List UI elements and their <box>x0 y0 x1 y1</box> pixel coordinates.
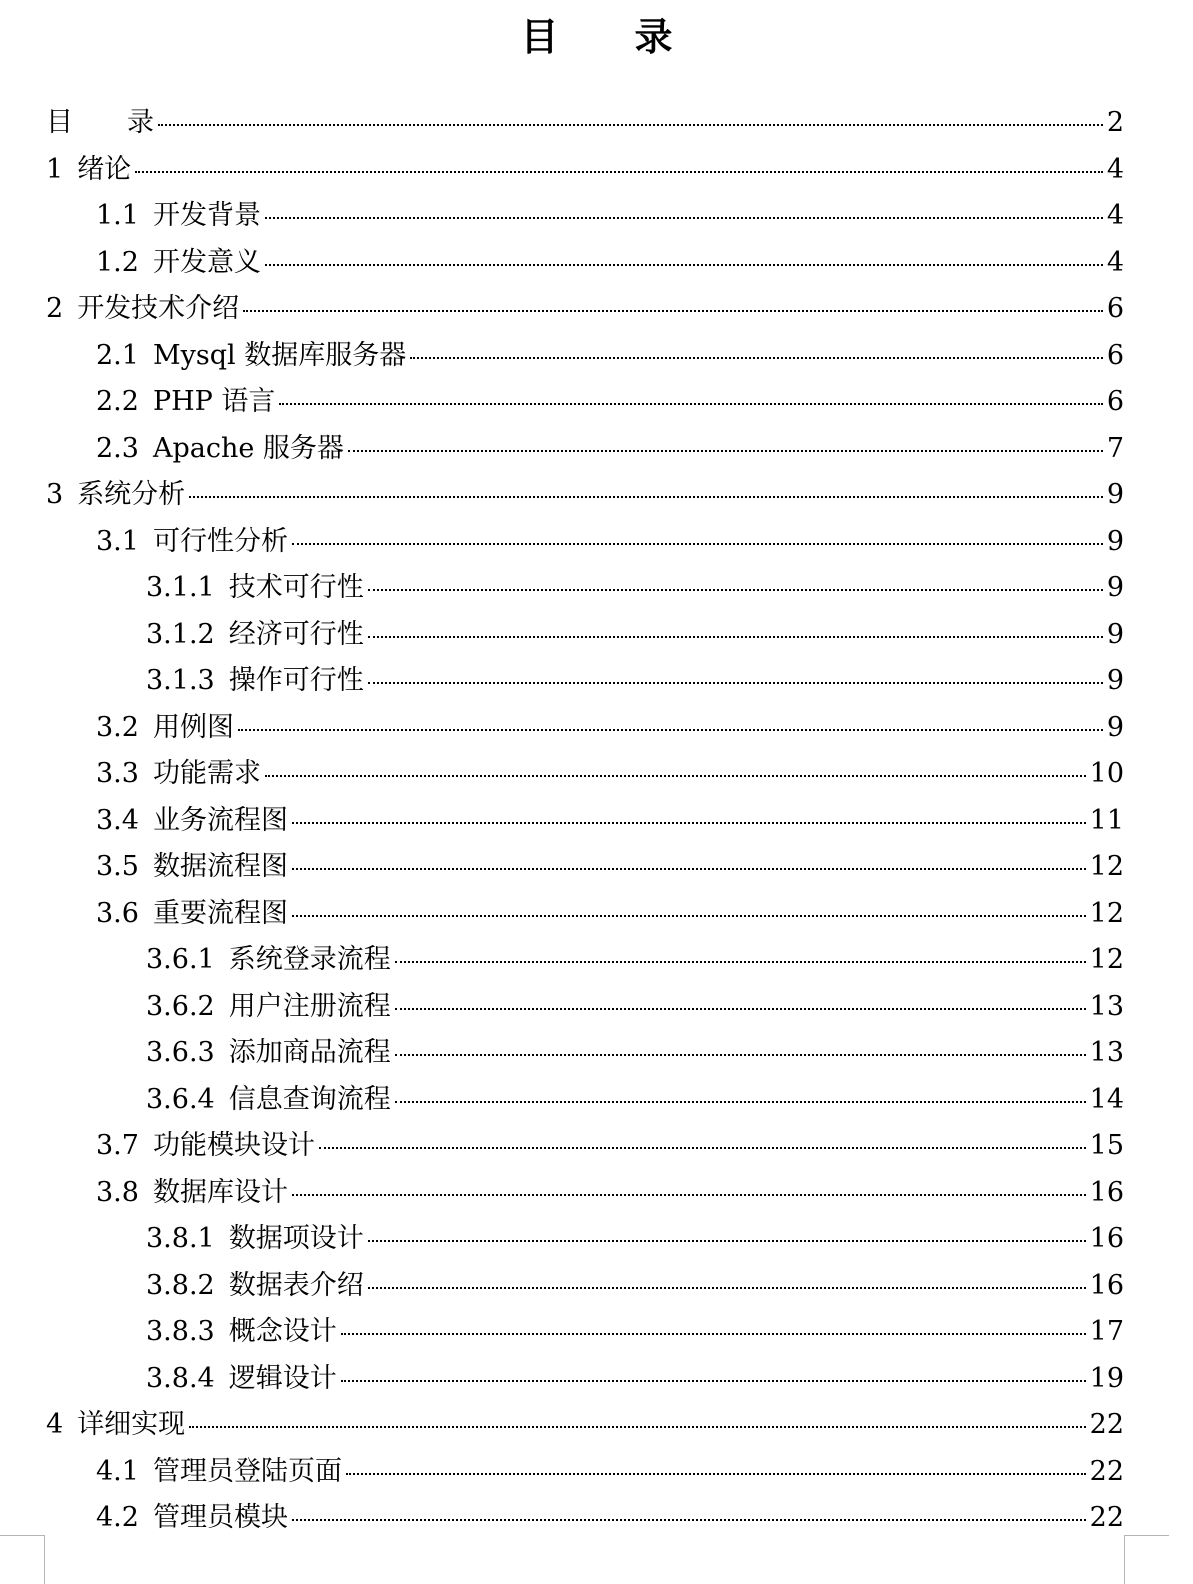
toc-entry-page-number: 9 <box>1106 711 1124 743</box>
toc-entry[interactable] <box>46 100 1124 147</box>
toc-entry-page-number: 17 <box>1089 1316 1124 1347</box>
toc-entry-title: 技术可行性 <box>228 572 364 603</box>
toc-entry[interactable] <box>46 147 1124 194</box>
toc-entry-title: 经济可行性 <box>228 618 364 650</box>
toc-entry-title: 系统分析 <box>77 479 186 510</box>
toc-dot-leader <box>395 1101 1086 1103</box>
toc-entry-number: 3.6.1 <box>146 944 215 975</box>
toc-entry-page-number: 22 <box>1089 1409 1124 1440</box>
toc-entry-title: 开发意义 <box>152 246 261 278</box>
toc-entry[interactable] <box>46 1309 1124 1356</box>
toc-entry-number: 3.8.4 <box>146 1362 215 1394</box>
toc-dot-leader <box>368 636 1103 638</box>
toc-entry-number: 3.6.3 <box>146 1037 215 1068</box>
toc-dot-leader <box>410 357 1103 359</box>
toc-entry-number: 1.1 <box>96 200 139 231</box>
toc-dot-leader <box>189 496 1103 498</box>
toc-entry-number: 1.2 <box>96 246 139 278</box>
toc-entry-number: 3.1 <box>96 525 139 557</box>
toc-entry[interactable] <box>46 1170 1124 1217</box>
toc-dot-leader <box>368 589 1103 591</box>
toc-entry-number: 3.3 <box>96 758 139 789</box>
toc-entry-number: 2.1 <box>96 339 139 371</box>
toc-entry-number: 4 <box>46 1409 64 1440</box>
toc-entry-page-number: 4 <box>1106 246 1124 278</box>
toc-entry-title: 用例图 <box>152 711 234 743</box>
toc-dot-leader <box>395 1008 1086 1010</box>
toc-dot-leader <box>292 543 1103 545</box>
toc-entry-title: 信息查询流程 <box>228 1083 391 1115</box>
toc-dot-leader <box>279 403 1102 405</box>
toc-entry-page-number: 2 <box>1106 107 1124 138</box>
toc-dot-leader <box>341 1380 1086 1382</box>
toc-entry-number: 3.6.2 <box>146 990 215 1022</box>
toc-entry-page-number: 12 <box>1089 851 1124 882</box>
toc-entry[interactable] <box>46 844 1124 891</box>
toc-entry-page-number: 4 <box>1106 153 1124 185</box>
toc-entry-title: 用户注册流程 <box>228 990 391 1022</box>
page-title: 目 录 <box>520 14 673 59</box>
toc-dot-leader <box>265 217 1103 219</box>
toc-entry-page-number: 6 <box>1106 339 1124 371</box>
toc-entry-page-number: 9 <box>1106 665 1124 696</box>
toc-entry-number: 2.2 <box>96 386 139 417</box>
toc-entry-title: 数据库设计 <box>152 1176 288 1208</box>
toc-entry[interactable] <box>46 1356 1124 1403</box>
toc-entry[interactable] <box>46 1216 1124 1263</box>
toc-entry-page-number: 7 <box>1106 432 1124 464</box>
toc-dot-leader <box>292 915 1086 917</box>
toc-entry-page-number: 6 <box>1106 293 1124 324</box>
toc-entry-title: 开发技术介绍 <box>77 293 240 324</box>
toc-dot-leader <box>395 961 1086 963</box>
toc-entry-page-number: 16 <box>1089 1176 1124 1208</box>
toc-entry-page-number: 4 <box>1106 200 1124 231</box>
toc-entry-number: 3 <box>46 479 64 510</box>
toc-dot-leader <box>395 1054 1086 1056</box>
toc-dot-leader <box>341 1333 1086 1335</box>
toc-entry-number: 3.5 <box>96 851 139 882</box>
toc-entry-number: 3.8.3 <box>146 1316 215 1347</box>
toc-entry-title: 数据表介绍 <box>228 1269 364 1301</box>
toc-entry-title: 操作可行性 <box>228 665 364 696</box>
toc-entry-number: 3.6 <box>96 897 139 929</box>
toc-dot-leader <box>348 450 1103 452</box>
toc-entry-page-number: 19 <box>1089 1362 1124 1394</box>
toc-entry-page-number: 12 <box>1089 897 1124 929</box>
toc-entry[interactable] <box>46 286 1124 333</box>
toc-entry-page-number: 22 <box>1089 1502 1124 1533</box>
toc-entry-page-number: 9 <box>1106 479 1124 510</box>
toc-entry-title: 功能需求 <box>152 758 261 789</box>
toc-entry-page-number: 13 <box>1089 990 1124 1022</box>
toc-entry[interactable] <box>46 705 1124 752</box>
toc-entry-page-number: 11 <box>1089 804 1124 836</box>
table-of-contents <box>46 100 1124 1542</box>
toc-entry-page-number: 9 <box>1106 618 1124 650</box>
toc-entry-title: 目 录 <box>46 107 154 138</box>
toc-entry-title: 逻辑设计 <box>228 1362 337 1394</box>
toc-entry-number: 3.1.1 <box>146 572 215 603</box>
toc-entry-number: 3.8.2 <box>146 1269 215 1301</box>
toc-entry[interactable] <box>46 1449 1124 1496</box>
toc-entry-title: Apache 服务器 <box>152 432 344 464</box>
toc-entry-number: 2.3 <box>96 432 139 464</box>
toc-entry[interactable] <box>46 333 1124 380</box>
toc-entry-number: 3.1.3 <box>146 665 215 696</box>
toc-entry-title: 可行性分析 <box>152 525 288 557</box>
toc-entry[interactable] <box>46 658 1124 705</box>
toc-dot-leader <box>292 822 1086 824</box>
toc-entry-page-number: 13 <box>1089 1037 1124 1068</box>
page-corner-mark-right <box>1124 1535 1169 1584</box>
toc-entry-title: 管理员模块 <box>152 1502 288 1533</box>
toc-entry-page-number: 9 <box>1106 572 1124 603</box>
toc-dot-leader <box>292 1194 1086 1196</box>
toc-dot-leader <box>346 1473 1086 1475</box>
toc-entry-number: 3.7 <box>96 1130 139 1161</box>
toc-entry-page-number: 15 <box>1089 1130 1124 1161</box>
toc-entry-page-number: 6 <box>1106 386 1124 417</box>
toc-entry-page-number: 16 <box>1089 1269 1124 1301</box>
toc-dot-leader <box>368 682 1103 684</box>
toc-entry-page-number: 22 <box>1089 1455 1124 1487</box>
page-corner-mark-left <box>0 1535 45 1584</box>
toc-entry[interactable] <box>46 193 1124 240</box>
toc-entry-number: 1 <box>46 153 64 185</box>
toc-entry-title: 业务流程图 <box>152 804 288 836</box>
toc-entry[interactable] <box>46 1030 1124 1077</box>
toc-entry-title: 添加商品流程 <box>228 1037 391 1068</box>
toc-entry[interactable] <box>46 472 1124 519</box>
toc-dot-leader <box>158 124 1103 126</box>
toc-entry-title: 数据流程图 <box>152 851 288 882</box>
toc-dot-leader <box>265 264 1103 266</box>
toc-entry[interactable] <box>46 565 1124 612</box>
toc-entry-title: 管理员登陆页面 <box>152 1455 342 1487</box>
toc-entry-page-number: 16 <box>1089 1223 1124 1254</box>
toc-dot-leader <box>319 1147 1086 1149</box>
toc-dot-leader <box>238 729 1103 731</box>
toc-entry[interactable] <box>46 1123 1124 1170</box>
toc-entry[interactable] <box>46 240 1124 287</box>
toc-entry[interactable] <box>46 751 1124 798</box>
toc-entry-number: 3.8 <box>96 1176 139 1208</box>
toc-entry-title: 系统登录流程 <box>228 944 391 975</box>
toc-entry[interactable] <box>46 1495 1124 1542</box>
toc-entry[interactable] <box>46 984 1124 1031</box>
toc-dot-leader <box>292 868 1086 870</box>
toc-entry-title: Mysql 数据库服务器 <box>152 339 407 371</box>
toc-entry[interactable] <box>46 426 1124 473</box>
toc-entry-page-number: 9 <box>1106 525 1124 557</box>
toc-entry-number: 3.6.4 <box>146 1083 215 1115</box>
toc-entry-number: 3.8.1 <box>146 1223 215 1254</box>
toc-entry-number: 4.1 <box>96 1455 139 1487</box>
toc-entry-title: PHP 语言 <box>152 386 276 417</box>
toc-dot-leader <box>292 1519 1086 1521</box>
toc-entry[interactable] <box>46 891 1124 938</box>
toc-entry[interactable] <box>46 379 1124 426</box>
toc-dot-leader <box>368 1287 1086 1289</box>
toc-dot-leader <box>265 775 1086 777</box>
toc-entry-title: 概念设计 <box>228 1316 337 1347</box>
toc-entry-page-number: 14 <box>1089 1083 1124 1115</box>
toc-entry-number: 4.2 <box>96 1502 139 1533</box>
toc-entry[interactable] <box>46 798 1124 845</box>
toc-entry-title: 详细实现 <box>77 1409 186 1440</box>
toc-entry-number: 3.2 <box>96 711 139 743</box>
toc-entry-title: 数据项设计 <box>228 1223 364 1254</box>
toc-entry-title: 重要流程图 <box>152 897 288 929</box>
toc-dot-leader <box>243 310 1103 312</box>
toc-entry-title: 开发背景 <box>152 200 261 231</box>
toc-entry-page-number: 12 <box>1089 944 1124 975</box>
toc-entry[interactable] <box>46 1263 1124 1310</box>
toc-entry-number: 3.4 <box>96 804 139 836</box>
toc-entry[interactable] <box>46 519 1124 566</box>
toc-entry-number: 3.1.2 <box>146 618 215 650</box>
toc-entry-title: 功能模块设计 <box>152 1130 315 1161</box>
toc-dot-leader <box>368 1240 1086 1242</box>
toc-entry-title: 绪论 <box>77 153 132 185</box>
toc-entry[interactable] <box>46 1402 1124 1449</box>
toc-dot-leader <box>189 1426 1085 1428</box>
toc-entry[interactable] <box>46 937 1124 984</box>
toc-entry-page-number: 10 <box>1089 758 1124 789</box>
toc-entry[interactable] <box>46 1077 1124 1124</box>
toc-dot-leader <box>135 171 1103 173</box>
toc-entry-number: 2 <box>46 293 64 324</box>
toc-entry[interactable] <box>46 612 1124 659</box>
